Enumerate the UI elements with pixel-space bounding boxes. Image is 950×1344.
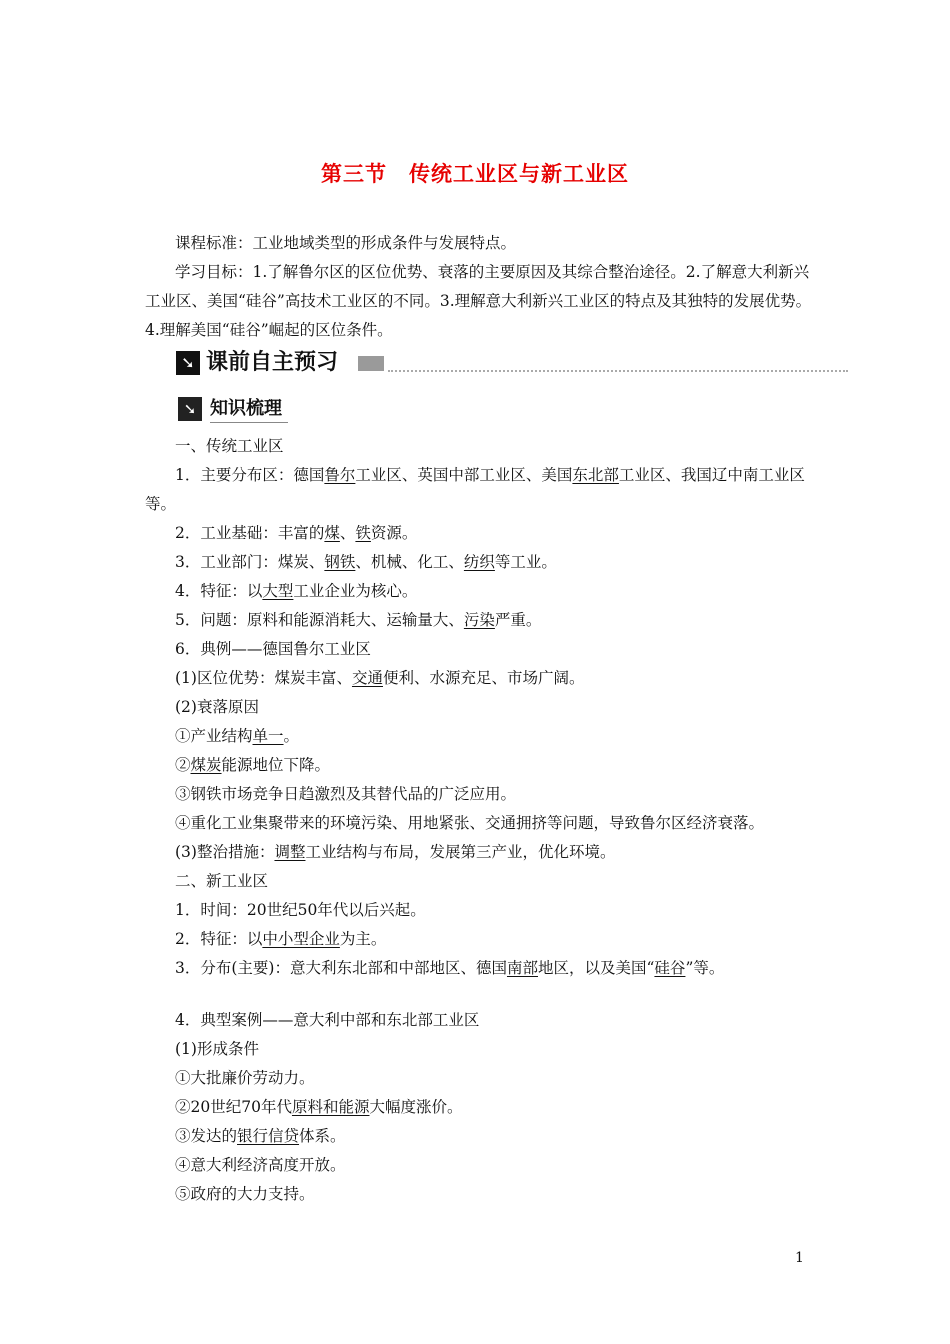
answer-blank: 南部	[506, 959, 538, 977]
text-line	[145, 1006, 815, 1035]
arrow-icon: ➘	[178, 397, 202, 421]
text-line	[145, 606, 815, 635]
section-banner	[176, 348, 848, 378]
text-line	[145, 896, 815, 925]
text-span: 3．工业部门：煤炭、	[175, 553, 325, 571]
answer-blank: 单一	[252, 727, 284, 745]
text-line	[145, 1122, 815, 1151]
subsection-banner-label: 知识梳理	[210, 396, 288, 423]
text-span: 二、新工业区	[175, 872, 269, 890]
text-line	[145, 1064, 815, 1093]
text-span: (3)整治措施：	[175, 843, 275, 861]
answer-blank: 大型	[262, 582, 294, 600]
text-span: ①大批廉价劳动力。	[175, 1069, 315, 1087]
course-standard: 课程标准：工业地域类型的形成条件与发展特点。	[175, 234, 517, 252]
text-span: 6．典例——德国鲁尔工业区	[175, 640, 371, 658]
text-span: 等工业。	[494, 553, 557, 571]
text-span: 1．时间：20世纪50年代以后兴起。	[175, 901, 426, 919]
text-span: 工业结构与布局，发展第三产业，优化环境。	[305, 843, 616, 861]
text-span: ③钢铁市场竞争日趋激烈及其替代品的广泛应用。	[175, 785, 517, 803]
text-line	[145, 838, 815, 867]
text-span: 严重。	[494, 611, 542, 629]
text-span: 一、传统工业区	[175, 437, 284, 455]
banner-decoration	[358, 356, 384, 371]
text-line	[145, 577, 815, 606]
text-line	[145, 519, 815, 548]
text-span: 大幅度涨价。	[369, 1098, 463, 1116]
content-block-2	[145, 1006, 815, 1209]
text-span: ④意大利经济高度开放。	[175, 1156, 346, 1174]
text-span: (1)形成条件	[175, 1040, 259, 1058]
text-span: 。	[283, 727, 300, 745]
answer-blank: 纺织	[463, 553, 495, 571]
answer-blank: 银行信贷	[237, 1127, 300, 1145]
text-line	[145, 925, 815, 954]
text-span: 工业区、英国中部工业区、美国	[355, 466, 573, 484]
text-span: ③发达的	[175, 1127, 238, 1145]
text-span: 能源地位下降。	[221, 756, 331, 774]
text-span: ⑤政府的大力支持。	[175, 1185, 315, 1203]
text-span: 、	[339, 524, 356, 542]
text-span: (1)区位优势：煤炭丰富、	[175, 669, 352, 687]
text-span: 3．分布(主要)：意大利东北部和中部地区、德国	[175, 959, 507, 977]
text-line	[145, 461, 815, 519]
page-number: 1	[795, 1250, 804, 1266]
arrow-icon: ➘	[176, 351, 200, 375]
learning-objectives: 学习目标：1.了解鲁尔区的区位优势、衰落的主要原因及其综合整治途径。2.了解意大利新兴工业区、美国“硅谷”高技术工业区的不同。3.理解意大利新兴工业区的特点及其独特的发展优势。4.理解美国“硅谷”崛起的区位条件。	[145, 263, 812, 339]
answer-blank: 煤	[324, 524, 340, 542]
banner-divider	[388, 370, 848, 372]
text-span: ②	[175, 756, 191, 774]
text-line	[145, 635, 815, 664]
text-line	[145, 548, 815, 577]
text-line	[145, 722, 815, 751]
content-block-1	[145, 432, 815, 983]
text-span: 为主。	[339, 930, 387, 948]
section-banner-label: 课前自主预习	[206, 350, 339, 375]
text-span: 资源。	[370, 524, 418, 542]
text-line	[145, 693, 815, 722]
answer-blank: 钢铁	[324, 553, 356, 571]
text-span: 5．问题：原料和能源消耗大、运输量大、	[175, 611, 464, 629]
answer-blank: 污染	[463, 611, 495, 629]
text-line	[145, 954, 815, 983]
answer-blank: 中小型企业	[262, 930, 340, 948]
text-span: 4．典型案例——意大利中部和东北部工业区	[175, 1011, 480, 1029]
text-line	[145, 1093, 815, 1122]
answer-blank: 铁	[355, 524, 371, 542]
text-line	[145, 1151, 815, 1180]
text-line	[145, 780, 815, 809]
text-span: 便利、水源充足、市场广阔。	[382, 669, 585, 687]
text-line	[145, 751, 815, 780]
text-span: 2．特征：以	[175, 930, 263, 948]
text-span: (2)衰落原因	[175, 698, 259, 716]
text-span: 地区，以及美国“	[537, 959, 655, 977]
text-line	[145, 809, 815, 838]
text-span: 工业企业为核心。	[293, 582, 418, 600]
answer-blank: 交通	[351, 669, 383, 687]
text-span: 、机械、化工、	[355, 553, 464, 571]
subsection-banner	[178, 396, 308, 422]
text-line	[145, 664, 815, 693]
text-line	[145, 1035, 815, 1064]
text-span: 1．主要分布区：德国	[175, 466, 325, 484]
text-line	[145, 432, 815, 461]
text-span: 4．特征：以	[175, 582, 263, 600]
answer-blank: 调整	[274, 843, 306, 861]
text-span: ④重化工业集聚带来的环境污染、用地紧张、交通拥挤等问题，导致鲁尔区经济衰落。	[175, 814, 765, 832]
text-line	[145, 867, 815, 896]
answer-blank: 煤炭	[190, 756, 222, 774]
answer-blank: 原料和能源	[291, 1098, 370, 1116]
text-span: 体系。	[299, 1127, 346, 1145]
text-span: 工业区、我国辽中南工业区等。	[145, 466, 805, 513]
text-line	[145, 1180, 815, 1209]
page-title: 第三节 传统工业区与新工业区	[321, 162, 629, 186]
answer-blank: 硅谷	[654, 959, 686, 977]
text-span: ①产业结构	[175, 727, 253, 745]
text-span: ②20世纪70年代	[175, 1098, 292, 1116]
text-span: 2．工业基础：丰富的	[175, 524, 325, 542]
answer-blank: 东北部	[572, 466, 619, 484]
intro-block	[145, 229, 815, 345]
text-span: ”等。	[685, 959, 725, 977]
answer-blank: 鲁尔	[324, 466, 356, 484]
